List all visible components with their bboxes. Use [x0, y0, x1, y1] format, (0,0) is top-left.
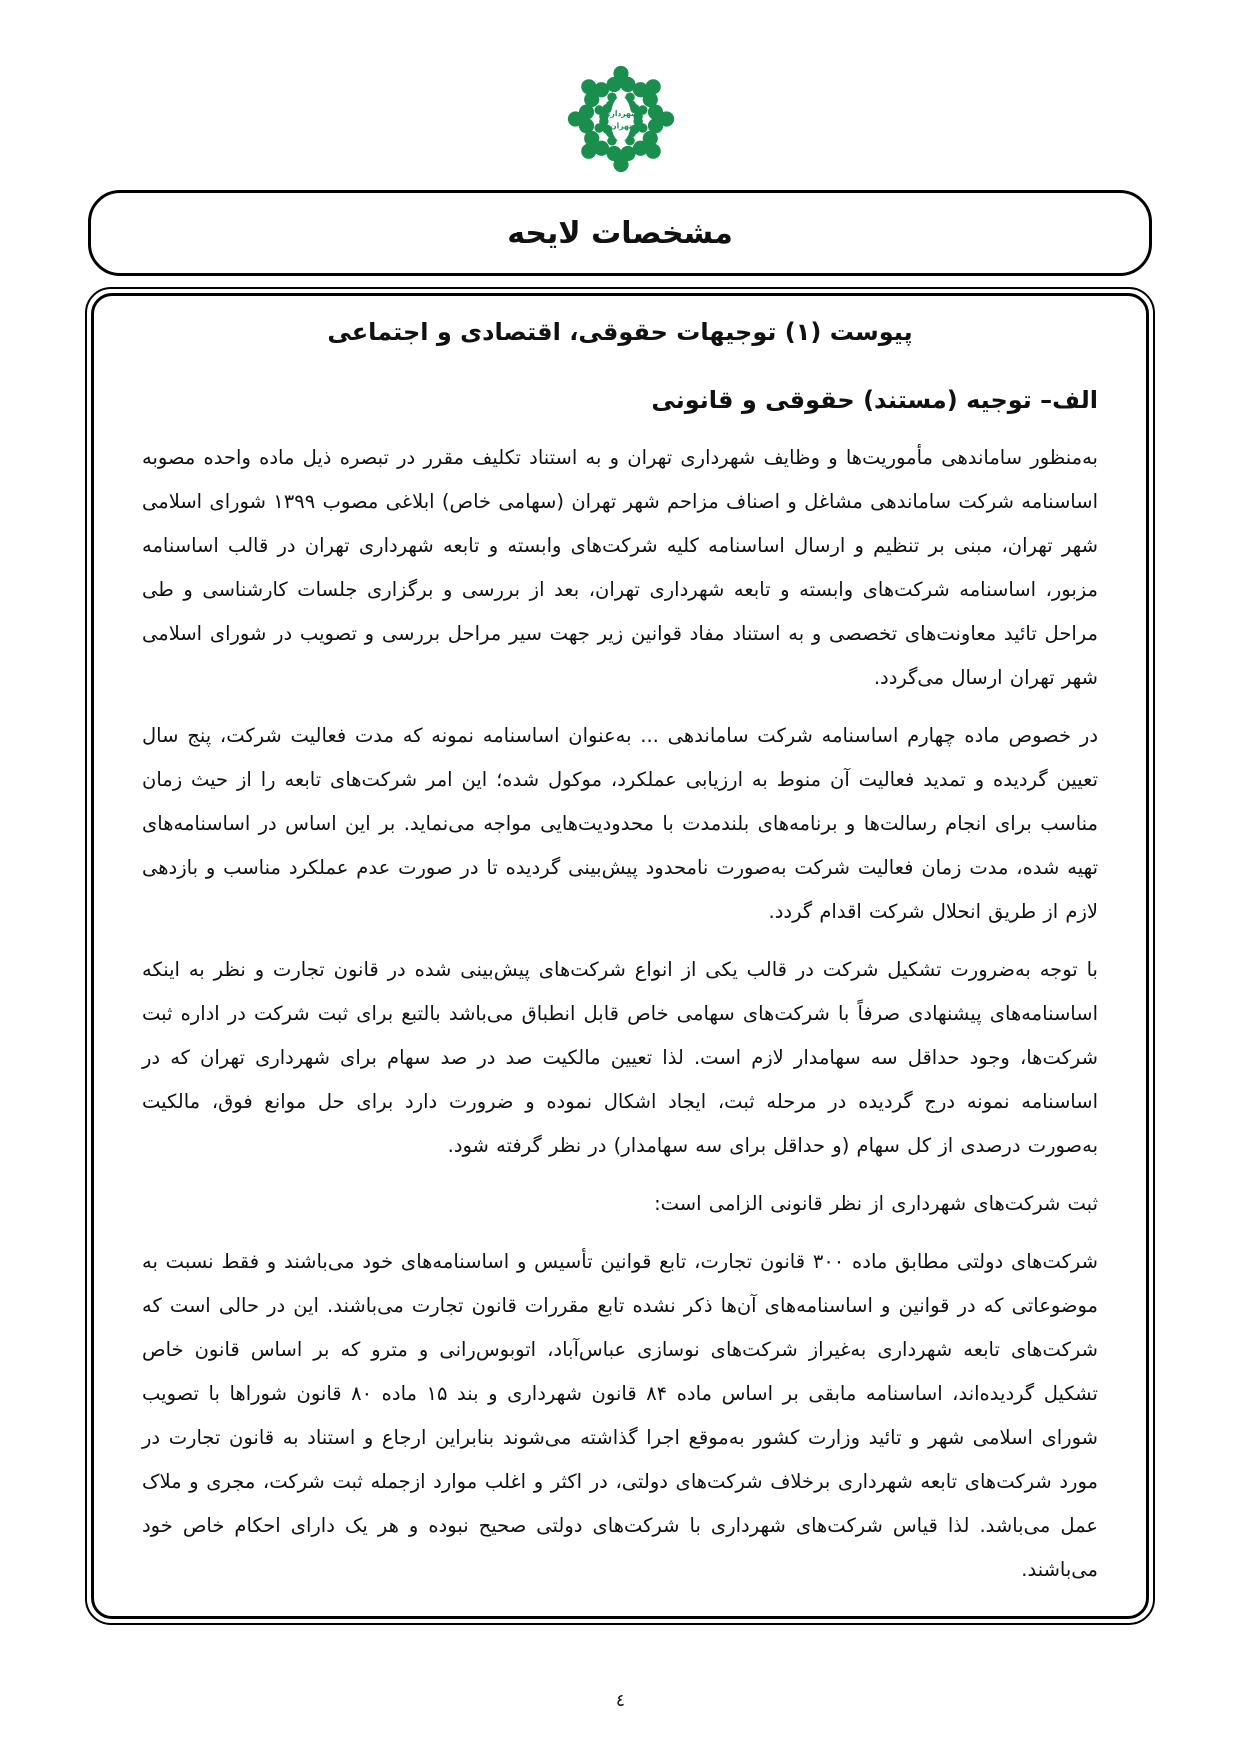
tehran-municipality-logo-icon [552, 50, 690, 188]
page-number: ٤ [615, 1691, 626, 1711]
title-banner [88, 190, 1152, 276]
body-text [142, 436, 1098, 1592]
appendix-heading: پیوست (۱) توجیهات حقوقی، اقتصادی و اجتماعی [327, 318, 913, 346]
logo-center-field [610, 96, 631, 142]
content-box-outer-border [85, 287, 1155, 1625]
paragraph: شرکت‌های دولتی مطابق ماده ۳۰۰ قانون تجارت، تابع قوانین تأسیس و اساسنامه‌های خود می‌باشند و فقط نسبت به موضوعاتی که در قوانین و اساسنامه‌های آن‌ها ذکر نشده تابع مقررات قانون تجارت می‌باشند. این در حالی است که شرکت‌های تابعه شهرداری به‌غیراز شرکت‌های نوسازی عباس‌آباد، اتوبوس‌رانی و مترو که بر اساس قانون خاص تشکیل گردیده‌اند، اساسنامه مابقی بر اساس ماده ۸۴ قانون شهرداری و بند ۱۵ ماده ۸۰ قانون شوراها با تصویب شورای اسلامی شهر و تائید وزارت کشور به‌موقع اجرا گذاشته می‌شوند بنابراین ارجاع و استناد به قانون تجارت در مورد شرکت‌های تابعه شهرداری برخلاف شرکت‌های دولتی، در اکثر و اغلب موارد ازجمله ثبت شرکت، مجری و ملاک عمل می‌باشد. لذا قیاس شرکت‌های شهرداری با شرکت‌های دولتی صحیح نبوده و هر یک دارای احکام خاص خود می‌باشند. [142, 1250, 1098, 1581]
header-logo-container [0, 50, 1241, 188]
content-box [91, 293, 1149, 1619]
paragraph: با توجه به‌ضرورت تشکیل شرکت در قالب یکی از انواع شرکت‌های پیش‌بینی شده در قانون تجارت و نظر به اینکه اساسنامه‌های پیشنهادی صرفاً با شرکت‌های سهامی خاص قابل انطباق می‌باشد بالتبع برای ثبت شرکت در اداره ثبت شرکت‌ها، وجود حداقل سه سهامدار لازم است. لذا تعیین مالکیت صد در صد سهام برای شهرداری تهران که در اساسنامه نمونه درج گردیده در مرحله ثبت، ایجاد اشکال نموده و ضرورت دارد برای حل موانع فوق، مالکیت به‌صورت درصدی از کل سهام (و حداقل برای سه سهامدار) در نظر گرفته شود. [142, 958, 1098, 1157]
logo-text-line2: تهران [609, 121, 632, 131]
paragraph: ثبت شرکت‌های شهرداری از نظر قانونی الزامی است: [654, 1192, 1098, 1215]
section-a-subheading: الف– توجیه (مستند) حقوقی و قانونی [651, 386, 1098, 414]
paragraph: به‌منظور ساماندهی مأموریت‌ها و وظایف شهرداری تهران و به استناد تکلیف مقرر در تبصره ذیل ماده واحده مصوبه اساسنامه شرکت ساماندهی مشاغل و اصناف مزاحم شهر تهران (سهامی خاص) ابلاغی مصوب ۱۳۹۹ شورای اسلامی شهر تهران، مبنی بر تنظیم و ارسال اساسنامه کلیه شرکت‌های وابسته و تابعه شهرداری تهران در قالب اساسنامه مزبور، اساسنامه شرکت‌های وابسته و تابعه شهرداری تهران، بعد از بررسی و برگزاری جلسات کارشناسی و طی مراحل تائید معاونت‌های تخصصی و به استناد مفاد قوانین زیر جهت سیر مراحل بررسی و تصویب در شورای اسلامی شهر تهران ارسال می‌گردد. [142, 446, 1099, 689]
logo-text-line1: شهرداری [603, 109, 638, 119]
document-title: مشخصات لایحه [507, 215, 733, 251]
paragraph: در خصوص ماده چهارم اساسنامه شرکت ساماندهی ... به‌عنوان اساسنامه نمونه که مدت فعالیت شرکت، پنج سال تعیین گردیده و تمدید فعالیت آن منوط به ارزیابی عملکرد، موکول شده؛ این امر شرکت‌های تابعه را از حیث زمان مناسب برای انجام رسالت‌ها و برنامه‌های بلندمدت با محدودیت‌هایی مواجه می‌نماید. بر این اساس در اساسنامه‌های تهیه شده، مدت زمان فعالیت شرکت به‌صورت نامحدود پیش‌بینی گردیده تا در صورت عدم عملکرد مناسب و بازدهی لازم از طریق انحلال شرکت اقدام گردد. [142, 724, 1098, 923]
